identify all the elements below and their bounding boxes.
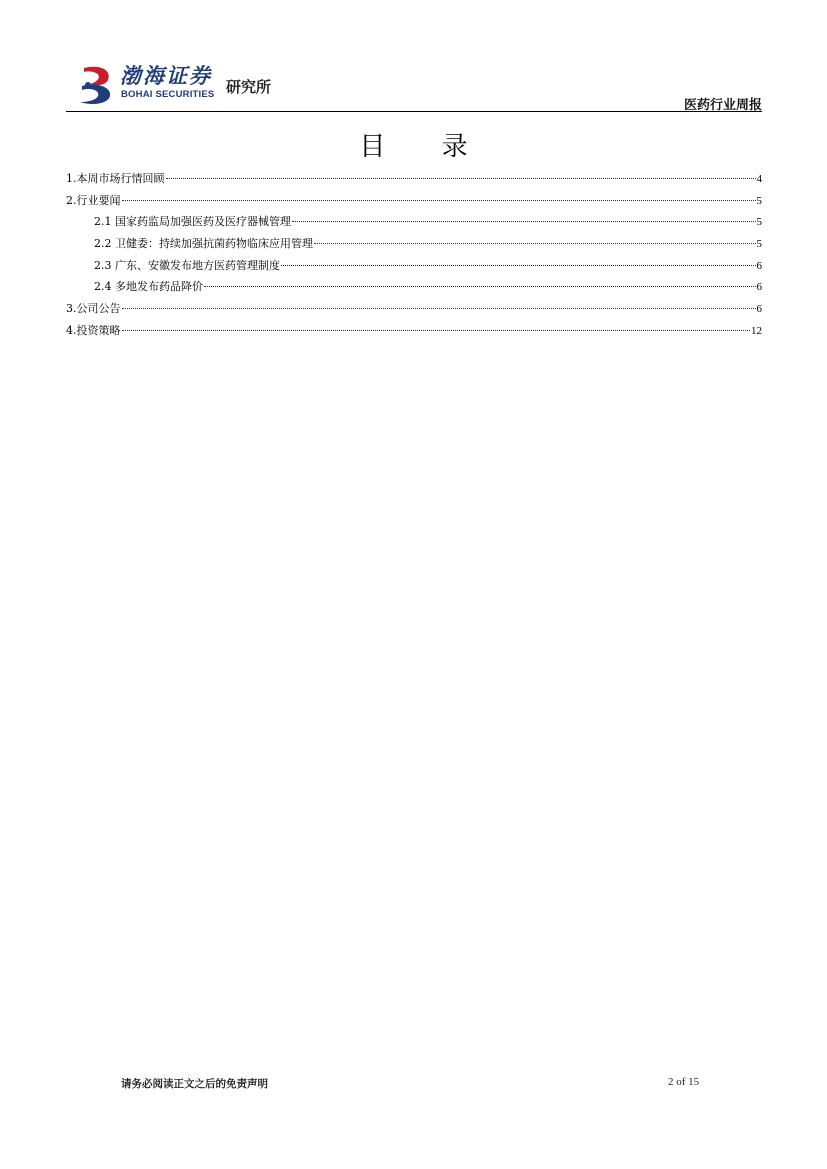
toc-dot-leader — [314, 243, 756, 244]
toc-entry-label: 2.1 国家药监局加强医药及医疗器械管理 — [94, 215, 291, 229]
toc-entry-label: 2.4 多地发布药品降价 — [94, 280, 203, 294]
toc-dot-leader — [292, 221, 756, 222]
bohai-logo-icon — [78, 64, 118, 106]
toc-entry-page: 6 — [756, 259, 762, 272]
toc-entry-page: 5 — [756, 194, 762, 207]
toc-entry-page: 4 — [756, 173, 762, 185]
toc-entry-2-1[interactable] — [66, 211, 762, 233]
toc-entry-page: 5 — [756, 216, 762, 229]
toc-entry-label: 3.公司公告 — [66, 302, 121, 316]
report-type: 医药行业周报 — [683, 98, 762, 113]
toc-entry-2-4[interactable] — [66, 276, 762, 298]
toc-dot-leader — [281, 265, 756, 266]
toc-entry-page: 5 — [756, 238, 762, 251]
page-header — [66, 60, 762, 114]
table-of-contents — [66, 168, 762, 342]
toc-dot-leader — [122, 330, 751, 331]
toc-entry-page: 6 — [756, 281, 762, 294]
toc-entry-2-3[interactable] — [66, 255, 762, 277]
toc-entry-4[interactable] — [66, 320, 762, 342]
toc-entry-label: 2.3 广东、安徽发布地方医药管理制度 — [94, 258, 280, 272]
toc-entry-1[interactable] — [66, 168, 762, 190]
toc-entry-3[interactable] — [66, 298, 762, 320]
toc-dot-leader — [166, 178, 756, 179]
brand-name-en: BOHAI SECURITIES — [121, 89, 215, 100]
toc-dot-leader — [122, 308, 756, 309]
toc-entry-page: 12 — [751, 324, 762, 337]
toc-entry-page: 6 — [756, 303, 762, 316]
toc-entry-label: 2.行业要闻 — [66, 193, 121, 207]
toc-entry-2-2[interactable] — [66, 233, 762, 255]
brand-name-cn: 渤海证券 — [120, 64, 212, 88]
toc-entry-2[interactable] — [66, 190, 762, 212]
footer-page-indicator: 2 of 15 — [668, 1076, 700, 1088]
footer-disclaimer: 请务必阅读正文之后的免责声明 — [121, 1078, 268, 1090]
toc-dot-leader — [122, 200, 756, 201]
header-divider — [66, 111, 762, 112]
brand-division: 研究所 — [226, 78, 272, 96]
toc-entry-label: 2.2 卫健委：持续加强抗菌药物临床应用管理 — [94, 237, 313, 251]
toc-entry-label: 4.投资策略 — [66, 323, 121, 337]
toc-title: 目 录 — [359, 132, 492, 162]
toc-dot-leader — [204, 286, 756, 287]
toc-entry-label: 1.本周市场行情回顾 — [66, 172, 165, 185]
